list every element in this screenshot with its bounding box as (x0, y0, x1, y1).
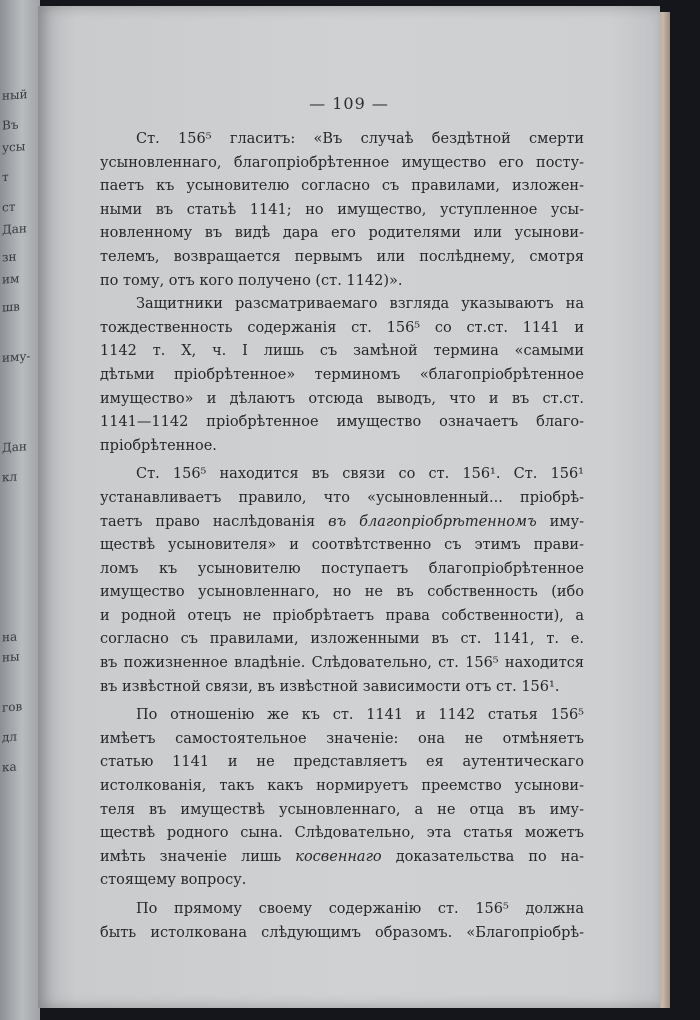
text-line: въ пожизненное владѣніе. Слѣдовательно, ст. 156⁵ находится (100, 655, 584, 672)
facing-page-edge (0, 0, 40, 1020)
facing-page-fragment: дл (2, 729, 18, 745)
text-line: тождественность содержанія ст. 156⁵ со ст.ст. 1141 и (100, 319, 584, 336)
text-line: въ извѣстной связи, въ извѣстной зависимости отъ ст. 156¹. (100, 678, 560, 695)
emphasis-text: въ благопріобрѣтенномъ (328, 513, 537, 530)
text-line: телемъ, возвращается первымъ или послѣднему, смотря (100, 248, 584, 265)
text-line: дѣтьми пріобрѣтенное» терминомъ «благопріобрѣтенное (100, 366, 584, 383)
text-line: Ст. 156⁵ находится въ связи со ст. 156¹. Ст. 156¹ (136, 466, 584, 483)
facing-page-fragment: Дан (2, 439, 27, 455)
text-line: устанавливаетъ правило, что «усыновленный... пріобрѣ- (100, 489, 584, 506)
text-line: 1142 т. Х, ч. I лишь съ замѣной термина «самыми (100, 343, 584, 360)
facing-page-fragment: ны (2, 649, 20, 665)
text-line: истолкованія, такъ какъ нормируетъ преемство усынови- (100, 778, 584, 795)
text-line: ществѣ родного сына. Слѣдовательно, эта статья можетъ (100, 825, 584, 842)
text-line: статью 1141 и не представляетъ ея аутентическаго (100, 754, 584, 771)
text-line: быть истолкована слѣдующимъ образомъ. «Благопріобрѣ- (100, 924, 584, 941)
page-number: — 109 — (309, 94, 389, 113)
facing-page-fragment: гов (2, 699, 23, 715)
body-text (100, 128, 584, 945)
facing-page-fragment: т (2, 169, 9, 185)
text-line: имѣть значеніе лишь косвеннаго доказательства по на- (100, 848, 584, 865)
text-line: и родной отецъ не пріобрѣтаетъ права собственности), а (100, 607, 584, 624)
text-line: По отношенію же къ ст. 1141 и 1142 статья 156⁵ (136, 707, 584, 724)
book-page (38, 6, 660, 1008)
facing-page-fragment: ст (2, 199, 16, 215)
text-line: новленному въ видѣ дара его родителями или усынови- (100, 225, 584, 242)
text-line: По прямому своему содержанію ст. 156⁵ должна (136, 901, 584, 917)
text-line: ными въ статьѣ 1141; но имущество, уступленное усы- (100, 201, 584, 218)
text-line: Ст. 156⁵ гласитъ: «Въ случаѣ бездѣтной смерти (136, 131, 584, 147)
facing-page-fragment: на (2, 629, 18, 645)
facing-page-fragment: им (2, 271, 20, 287)
facing-page-fragment: зн (2, 249, 17, 265)
facing-page-fragment: ный (2, 87, 28, 103)
text-line: имѣетъ самостоятельное значеніе: она не отмѣняетъ (100, 730, 584, 747)
facing-page-fragment: Дан (2, 221, 27, 237)
text-line: пріобрѣтенное. (100, 437, 217, 454)
text-line: теля въ имуществѣ усыновленнаго, а не отца въ иму- (100, 801, 584, 818)
text-line: имущество усыновленнаго, но не въ собственность (ибо (100, 584, 584, 601)
text-line: ществѣ усыновителя» и соотвѣтственно съ этимъ прави- (100, 537, 584, 554)
emphasis-text: косвеннаго (295, 848, 382, 865)
facing-page-fragment: кл (2, 469, 18, 485)
facing-page-fragment: шв (2, 299, 20, 315)
text-line: 1141—1142 пріобрѣтенное имущество означаетъ благо- (100, 414, 584, 431)
text-line: согласно съ правилами, изложенными въ ст. 1141, т. е. (100, 631, 584, 648)
facing-page-fragment: ка (2, 759, 17, 775)
text-line: усыновленнаго, благопріобрѣтенное имущество его посту- (100, 154, 584, 171)
text-line: ломъ къ усыновителю поступаетъ благопріобрѣтенное (100, 560, 584, 577)
facing-page-fragment: иму- (2, 349, 31, 365)
text-line: по тому, отъ кого получено (ст. 1142)». (100, 272, 403, 289)
text-line: паетъ къ усыновителю согласно съ правилами, изложен- (100, 178, 584, 195)
text-line: таетъ право наслѣдованія въ благопріобрѣтенномъ иму- (100, 513, 584, 530)
facing-page-fragment: усы (2, 139, 26, 155)
text-line: стоящему вопросу. (100, 872, 247, 889)
facing-page-fragment: Въ (2, 117, 19, 133)
text-line: Защитники разсматриваемаго взгляда указываютъ на (136, 296, 584, 313)
text-line: имущество» и дѣлаютъ отсюда выводъ, что и въ ст.ст. (100, 390, 584, 407)
